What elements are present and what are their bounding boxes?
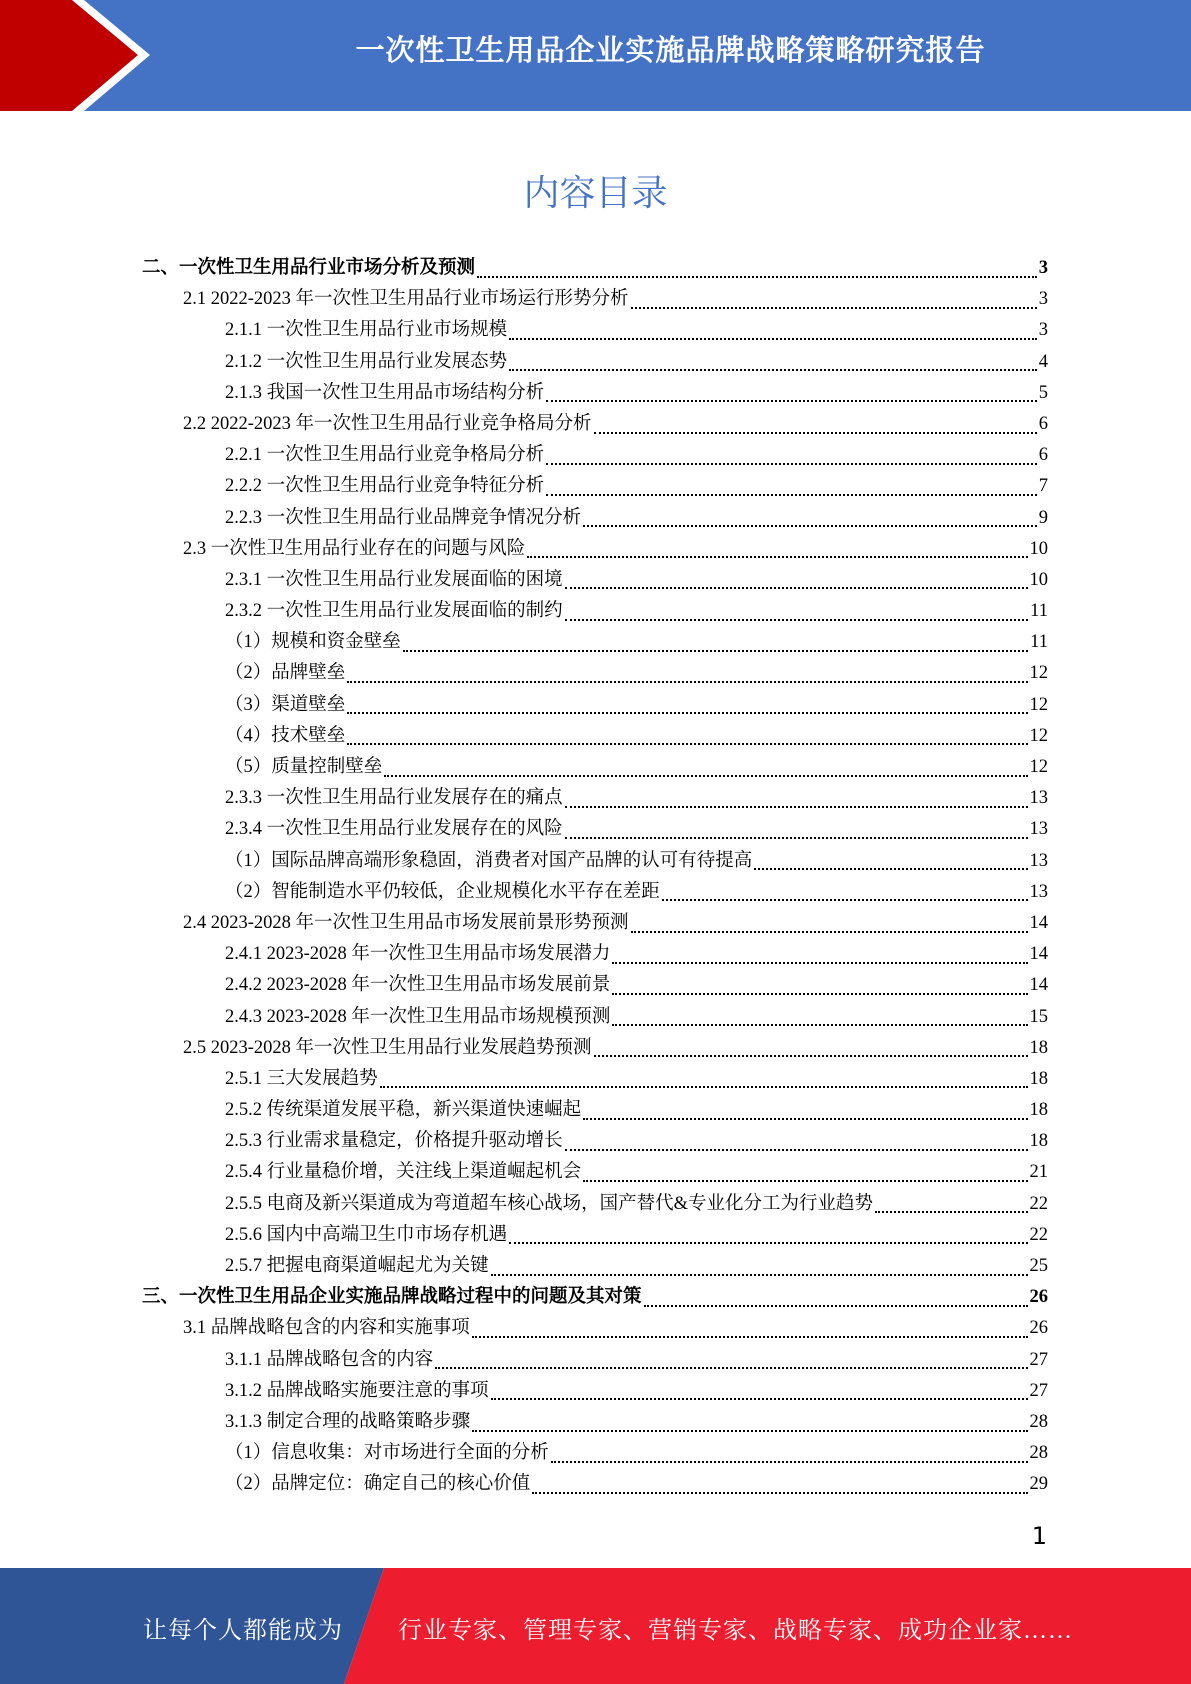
toc-entry-page: 22 bbox=[1029, 1193, 1048, 1214]
toc-entry-page: 6 bbox=[1038, 413, 1048, 434]
toc-entry-page: 25 bbox=[1029, 1256, 1048, 1276]
toc-entry[interactable] bbox=[0, 846, 1191, 877]
toc-entry-title: 2.4 2023-2028 年一次性卫生用品市场发展前景形势预测 bbox=[183, 912, 629, 933]
toc-entry-page: 28 bbox=[1029, 1443, 1048, 1464]
toc-dot-leader bbox=[565, 587, 1028, 589]
toc-entry-title: （1）规模和资金壁垒 bbox=[225, 632, 401, 653]
toc-entry[interactable] bbox=[0, 315, 1191, 346]
toc-entry-page: 18 bbox=[1029, 1100, 1048, 1121]
toc-dot-leader bbox=[594, 1055, 1028, 1057]
toc-dot-leader bbox=[380, 1086, 1028, 1088]
toc-entry-page: 14 bbox=[1029, 944, 1048, 965]
toc-dot-leader bbox=[532, 1492, 1027, 1494]
toc-entry-title: 2.1 2022-2023 年一次性卫生用品行业市场运行形势分析 bbox=[183, 289, 629, 310]
toc-entry[interactable] bbox=[0, 1282, 1191, 1313]
toc-entry-title: 2.5.1 三大发展趋势 bbox=[225, 1068, 378, 1089]
toc-entry-title: 3.1.3 制定合理的战略策略步骤 bbox=[225, 1411, 471, 1432]
toc-dot-leader bbox=[509, 369, 1037, 371]
toc-entry[interactable] bbox=[0, 908, 1191, 939]
toc-entry-title: 2.5.2 传统渠道发展平稳，新兴渠道快速崛起 bbox=[225, 1100, 582, 1121]
toc-entry-page: 13 bbox=[1029, 881, 1048, 902]
toc-entry-title: 3.1.2 品牌战略实施要注意的事项 bbox=[225, 1380, 489, 1401]
toc-dot-leader bbox=[472, 1430, 1027, 1432]
toc-entry-title: 2.4.1 2023-2028 年一次性卫生用品市场发展潜力 bbox=[225, 944, 611, 965]
toc-entry[interactable] bbox=[0, 783, 1191, 814]
toc-entry-page: 12 bbox=[1029, 725, 1048, 746]
footer-banner bbox=[0, 1568, 1191, 1684]
toc-entry-title: 2.4.2 2023-2028 年一次性卫生用品市场发展前景 bbox=[225, 975, 611, 996]
toc-entry-page: 11 bbox=[1030, 601, 1048, 622]
toc-entry-page: 14 bbox=[1029, 975, 1048, 996]
toc-entry[interactable] bbox=[0, 1407, 1191, 1438]
toc-dot-leader bbox=[644, 1305, 1028, 1307]
toc-entry[interactable] bbox=[0, 877, 1191, 908]
toc-entry[interactable] bbox=[0, 284, 1191, 315]
toc-entry[interactable] bbox=[0, 534, 1191, 565]
toc-entry-page: 26 bbox=[1029, 1318, 1048, 1339]
toc-entry-title: 2.2.3 一次性卫生用品行业品牌竞争情况分析 bbox=[225, 507, 582, 528]
toc-dot-leader bbox=[347, 712, 1027, 714]
toc-entry-title: 2.1.2 一次性卫生用品行业发展态势 bbox=[225, 351, 508, 372]
toc-dot-leader bbox=[509, 1242, 1027, 1244]
toc-dot-leader bbox=[403, 650, 1028, 652]
toc-entry[interactable] bbox=[0, 627, 1191, 658]
toc-dot-leader bbox=[565, 1149, 1028, 1151]
toc-dot-leader bbox=[565, 806, 1028, 808]
toc-entry[interactable] bbox=[0, 503, 1191, 534]
toc-dot-leader bbox=[662, 899, 1028, 901]
toc-dot-leader bbox=[527, 556, 1027, 558]
toc-entry-page: 22 bbox=[1029, 1224, 1048, 1245]
toc-entry-title: 2.2.1 一次性卫生用品行业竞争格局分析 bbox=[225, 445, 545, 466]
page-number: 1 bbox=[1031, 1522, 1047, 1550]
toc-entry-page: 3 bbox=[1038, 320, 1048, 341]
toc-entry[interactable] bbox=[0, 939, 1191, 970]
toc-entry-page: 18 bbox=[1029, 1068, 1048, 1089]
toc-entry-page: 21 bbox=[1029, 1162, 1048, 1183]
toc-entry[interactable] bbox=[0, 1345, 1191, 1376]
toc-entry-title: 2.3 一次性卫生用品行业存在的问题与风险 bbox=[183, 538, 526, 559]
toc-entry-title: （2）品牌定位：确定自己的核心价值 bbox=[225, 1474, 531, 1495]
toc-dot-leader bbox=[546, 494, 1037, 496]
toc-entry[interactable] bbox=[0, 565, 1191, 596]
toc-entry-page: 3 bbox=[1038, 258, 1048, 278]
toc-entry-title: 2.1.1 一次性卫生用品行业市场规模 bbox=[225, 320, 508, 341]
toc-entry[interactable] bbox=[0, 1220, 1191, 1251]
toc-entry[interactable] bbox=[0, 378, 1191, 409]
toc-entry[interactable] bbox=[0, 970, 1191, 1001]
toc-dot-leader bbox=[491, 1398, 1028, 1400]
toc-entry-page: 18 bbox=[1029, 1037, 1048, 1058]
toc-dot-leader bbox=[565, 619, 1029, 621]
toc-dot-leader bbox=[594, 432, 1037, 434]
toc-entry-page: 15 bbox=[1029, 1006, 1048, 1027]
report-title: 一次性卫生用品企业实施品牌战略策略研究报告 bbox=[355, 33, 986, 67]
toc-dot-leader bbox=[491, 1274, 1028, 1276]
toc-entry[interactable] bbox=[0, 1189, 1191, 1220]
toc-entry-page: 27 bbox=[1029, 1349, 1048, 1370]
toc-dot-leader bbox=[435, 1367, 1027, 1369]
footer-slogan-left: 让每个人都能成为 bbox=[143, 1618, 343, 1644]
toc-entry[interactable] bbox=[0, 1157, 1191, 1188]
toc-dot-leader bbox=[631, 931, 1028, 933]
toc-entry[interactable] bbox=[0, 1095, 1191, 1126]
toc-dot-leader bbox=[583, 1180, 1027, 1182]
toc-entry-title: 2.3.1 一次性卫生用品行业发展面临的困境 bbox=[225, 569, 563, 590]
toc-entry[interactable] bbox=[0, 347, 1191, 378]
toc-dot-leader bbox=[631, 307, 1037, 309]
toc-entry-page: 5 bbox=[1038, 382, 1048, 403]
toc-entry-title: （1）国际品牌高端形象稳固，消费者对国产品牌的认可有待提高 bbox=[225, 850, 753, 871]
toc-entry-page: 11 bbox=[1030, 632, 1048, 653]
toc-entry-page: 29 bbox=[1029, 1474, 1048, 1495]
toc-entry-page: 26 bbox=[1029, 1287, 1048, 1308]
header-banner bbox=[0, 0, 1191, 111]
toc-dot-leader bbox=[612, 1024, 1027, 1026]
toc-entry-page: 28 bbox=[1029, 1411, 1048, 1432]
toc-entry-page: 14 bbox=[1029, 912, 1048, 933]
toc-entry-page: 12 bbox=[1029, 663, 1048, 684]
toc-entry-title: （1）信息收集：对市场进行全面的分析 bbox=[225, 1443, 549, 1464]
toc-entry-title: （2）品牌壁垒 bbox=[225, 663, 346, 684]
toc-entry-title: （2）智能制造水平仍较低，企业规模化水平存在差距 bbox=[225, 881, 660, 902]
toc-entry[interactable] bbox=[0, 1438, 1191, 1469]
toc-entry-title: 二、一次性卫生用品行业市场分析及预测 bbox=[142, 258, 476, 278]
toc-entry-title: （5）质量控制壁垒 bbox=[225, 757, 383, 777]
toc-entry-page: 13 bbox=[1029, 788, 1048, 809]
toc-entry-title: 三、一次性卫生用品企业实施品牌战略过程中的问题及其对策 bbox=[142, 1287, 642, 1308]
table-of-contents bbox=[0, 253, 1191, 1501]
toc-entry-title: （3）渠道壁垒 bbox=[225, 694, 346, 715]
toc-entry-title: 2.5.6 国内中高端卫生巾市场存机遇 bbox=[225, 1224, 508, 1245]
toc-entry[interactable] bbox=[0, 440, 1191, 471]
toc-entry-title: 3.1.1 品牌战略包含的内容 bbox=[225, 1349, 434, 1370]
toc-entry-page: 4 bbox=[1038, 351, 1048, 372]
toc-entry-page: 12 bbox=[1029, 694, 1048, 715]
toc-dot-leader bbox=[565, 837, 1028, 839]
toc-entry[interactable] bbox=[0, 752, 1191, 783]
toc-dot-leader bbox=[546, 463, 1037, 465]
toc-entry-page: 6 bbox=[1038, 445, 1048, 466]
toc-dot-leader bbox=[612, 993, 1027, 995]
footer-slogan-right: 行业专家、管理专家、营销专家、战略专家、成功企业家…… bbox=[398, 1618, 1073, 1644]
toc-entry-title: 2.5.5 电商及新兴渠道成为弯道超车核心战场，国产替代&专业化分工为行业趋势 bbox=[225, 1193, 874, 1214]
toc-entry-page: 9 bbox=[1038, 507, 1048, 528]
toc-entry-title: 2.5 2023-2028 年一次性卫生用品行业发展趋势预测 bbox=[183, 1037, 592, 1058]
toc-entry[interactable] bbox=[0, 1376, 1191, 1407]
toc-entry-title: （4）技术壁垒 bbox=[225, 725, 346, 746]
toc-entry[interactable] bbox=[0, 1064, 1191, 1095]
toc-entry-title: 2.2 2022-2023 年一次性卫生用品行业竞争格局分析 bbox=[183, 413, 592, 434]
toc-entry-title: 2.5.7 把握电商渠道崛起尤为关键 bbox=[225, 1256, 489, 1276]
toc-dot-leader bbox=[583, 525, 1037, 527]
toc-entry-title: 2.3.2 一次性卫生用品行业发展面临的制约 bbox=[225, 601, 563, 622]
toc-entry[interactable] bbox=[0, 1469, 1191, 1500]
toc-entry[interactable] bbox=[0, 1313, 1191, 1344]
toc-dot-leader bbox=[347, 681, 1027, 683]
toc-entry-page: 18 bbox=[1029, 1131, 1048, 1152]
toc-entry-page: 10 bbox=[1029, 569, 1048, 590]
toc-dot-leader bbox=[546, 400, 1037, 402]
toc-entry-title: 2.3.4 一次性卫生用品行业发展存在的风险 bbox=[225, 819, 563, 840]
toc-entry-title: 2.3.3 一次性卫生用品行业发展存在的痛点 bbox=[225, 788, 563, 809]
toc-entry-page: 12 bbox=[1029, 757, 1048, 777]
toc-dot-leader bbox=[583, 1118, 1027, 1120]
toc-entry-page: 13 bbox=[1029, 850, 1048, 871]
toc-entry[interactable] bbox=[0, 690, 1191, 721]
toc-dot-leader bbox=[384, 775, 1027, 777]
toc-heading: 内容目录 bbox=[523, 173, 668, 214]
toc-entry[interactable] bbox=[0, 409, 1191, 440]
toc-entry-title: 2.1.3 我国一次性卫生用品市场结构分析 bbox=[225, 382, 545, 403]
toc-entry-page: 27 bbox=[1029, 1380, 1048, 1401]
toc-entry-title: 3.1 品牌战略包含的内容和实施事项 bbox=[183, 1318, 470, 1339]
toc-dot-leader bbox=[612, 962, 1027, 964]
toc-dot-leader bbox=[472, 1336, 1028, 1338]
toc-entry[interactable] bbox=[0, 1251, 1191, 1282]
toc-dot-leader bbox=[347, 743, 1027, 745]
toc-entry-page: 3 bbox=[1038, 289, 1048, 310]
toc-entry[interactable] bbox=[0, 253, 1191, 284]
toc-entry[interactable] bbox=[0, 1126, 1191, 1157]
toc-dot-leader bbox=[477, 276, 1037, 278]
toc-entry-page: 13 bbox=[1029, 819, 1048, 840]
toc-entry[interactable] bbox=[0, 596, 1191, 627]
toc-entry-page: 10 bbox=[1029, 538, 1048, 559]
header-red-chevron bbox=[0, 0, 138, 111]
toc-entry[interactable] bbox=[0, 471, 1191, 502]
toc-entry-title: 2.2.2 一次性卫生用品行业竞争特征分析 bbox=[225, 476, 545, 497]
toc-entry-title: 2.5.3 行业需求量稳定，价格提升驱动增长 bbox=[225, 1131, 563, 1152]
toc-entry[interactable] bbox=[0, 1033, 1191, 1064]
toc-entry[interactable] bbox=[0, 814, 1191, 845]
toc-dot-leader bbox=[509, 338, 1037, 340]
toc-entry[interactable] bbox=[0, 658, 1191, 689]
toc-dot-leader bbox=[754, 868, 1027, 870]
toc-entry-page: 7 bbox=[1038, 476, 1048, 497]
toc-entry[interactable] bbox=[0, 721, 1191, 752]
toc-entry-title: 2.5.4 行业量稳价增，关注线上渠道崛起机会 bbox=[225, 1162, 582, 1183]
toc-entry[interactable] bbox=[0, 1002, 1191, 1033]
toc-dot-leader bbox=[551, 1461, 1028, 1463]
toc-entry-title: 2.4.3 2023-2028 年一次性卫生用品市场规模预测 bbox=[225, 1006, 611, 1027]
toc-dot-leader bbox=[875, 1211, 1027, 1213]
